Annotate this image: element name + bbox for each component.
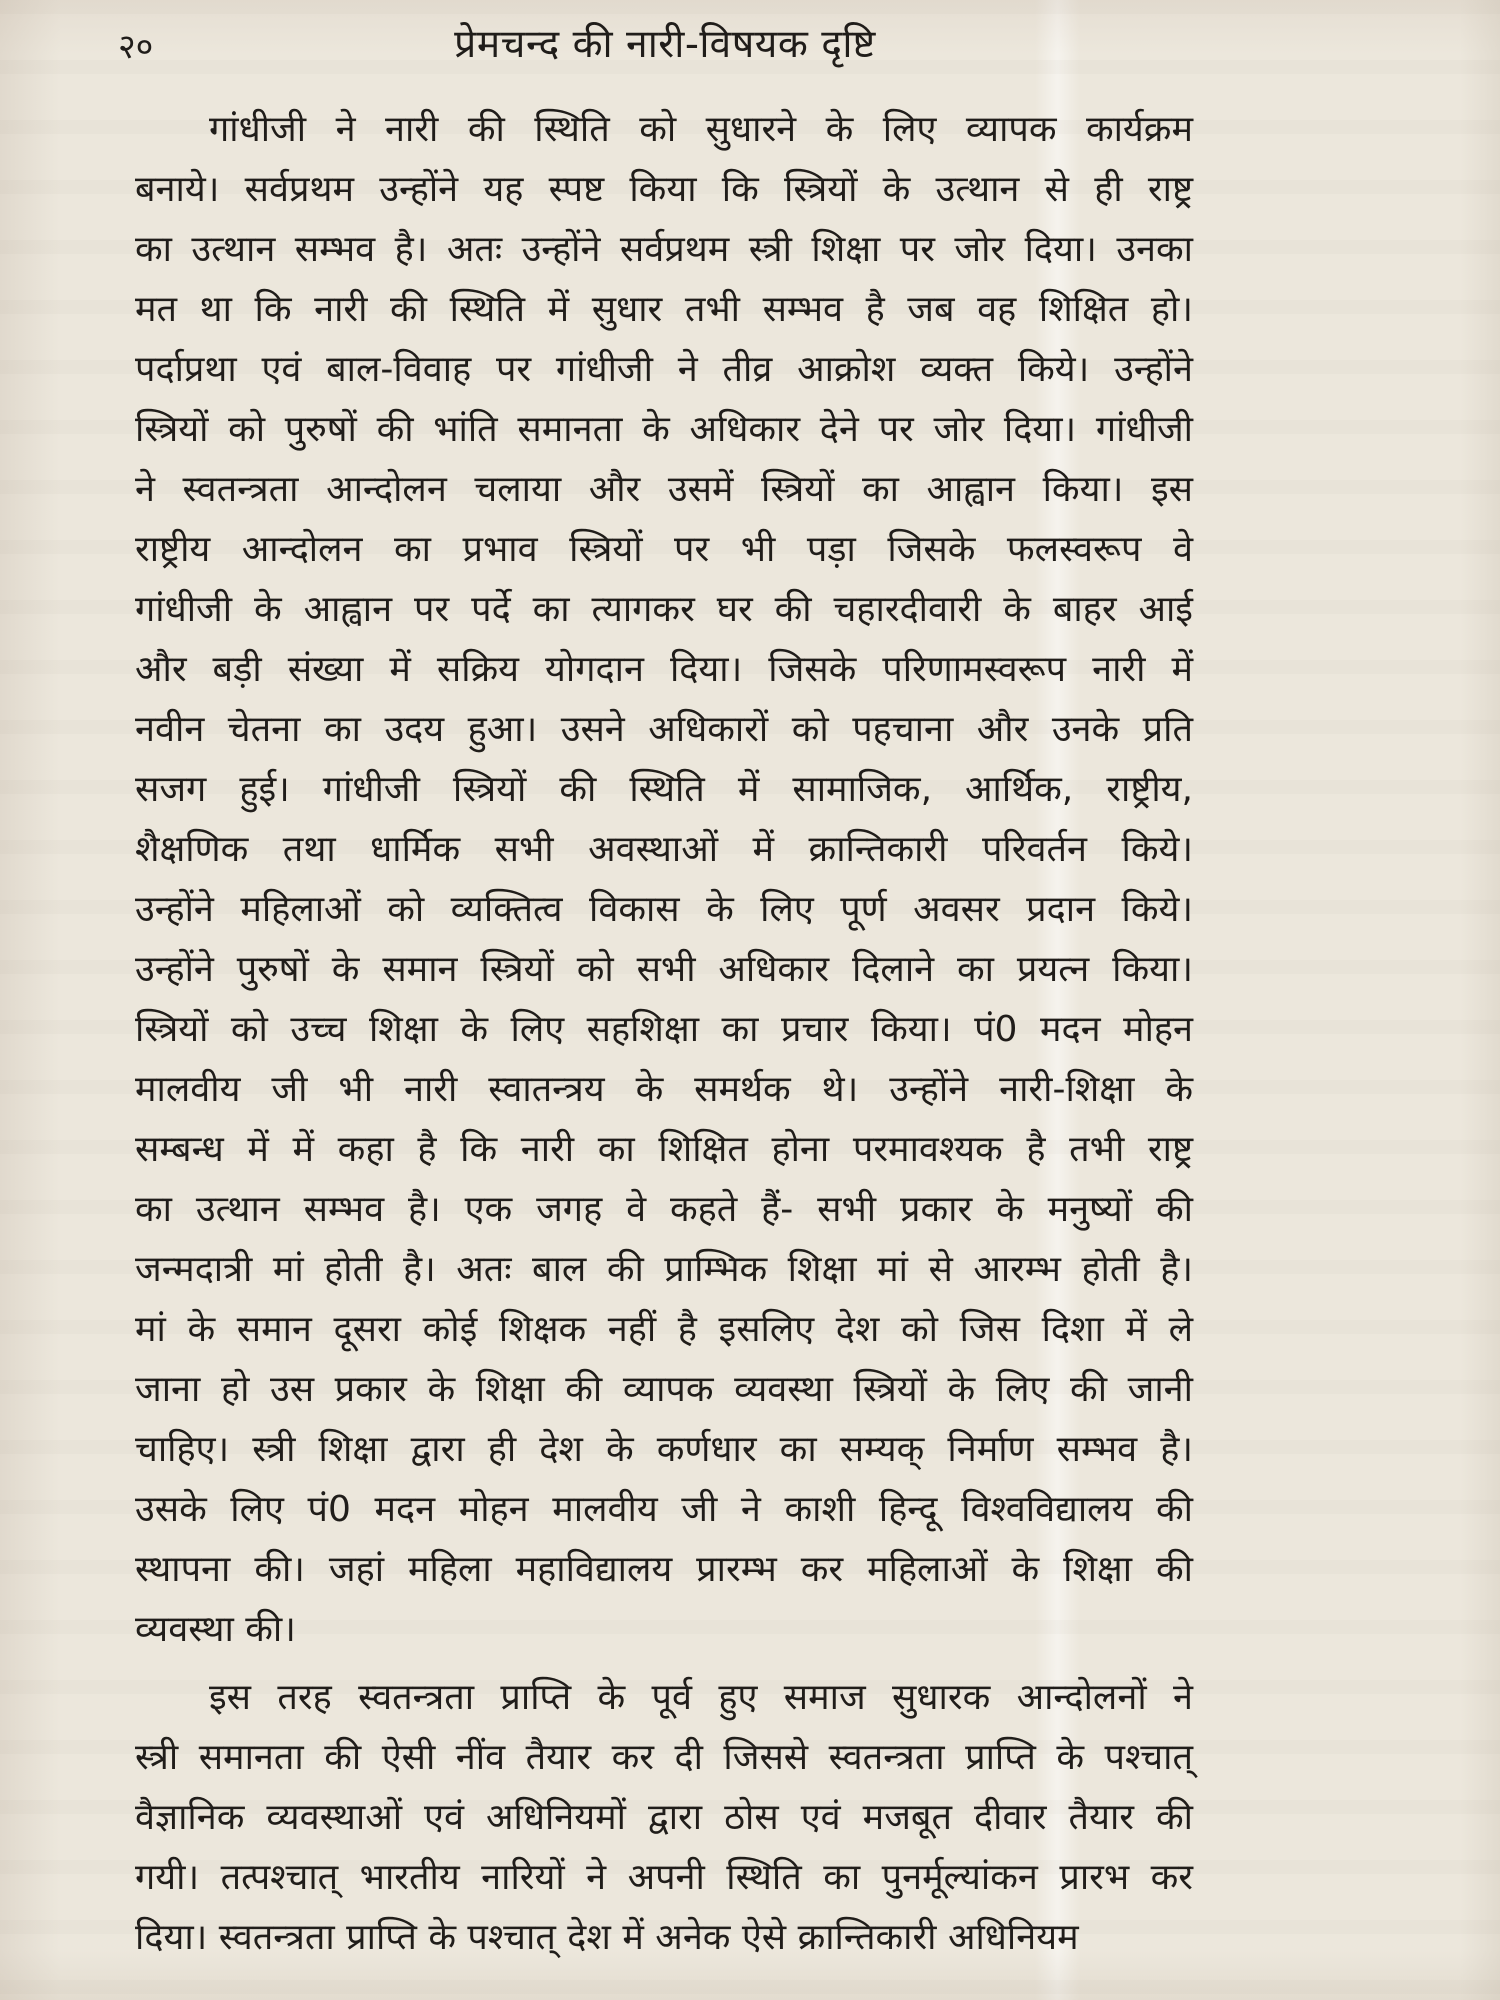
text-line: का उत्थान सम्भव है। अतः उन्होंने सर्वप्रथम स्त्री शिक्षा पर जोर दिया। उनका xyxy=(135,229,1193,270)
text-line: ने स्वतन्त्रता आन्दोलन चलाया और उसमें स्त्रियों का आह्वान किया। इस xyxy=(135,469,1193,510)
text-line: स्त्रियों को उच्च शिक्षा के लिए सहशिक्षा का प्रचार किया। पं0 मदन मोहन xyxy=(135,1009,1193,1050)
text-line: उन्होंने महिलाओं को व्यक्तित्व विकास के लिए पूर्ण अवसर प्रदान किये। xyxy=(135,889,1193,930)
text-line: स्त्रियों को पुरुषों की भांति समानता के अधिकार देने पर जोर दिया। गांधीजी xyxy=(135,409,1193,450)
text-line: जाना हो उस प्रकार के शिक्षा की व्यापक व्यवस्था स्त्रियों के लिए की जानी xyxy=(135,1369,1193,1410)
paragraph xyxy=(135,100,1193,1660)
text-line: उन्होंने पुरुषों के समान स्त्रियों को सभी अधिकार दिलाने का प्रयत्न किया। xyxy=(135,949,1193,990)
text-line: सम्बन्ध में में कहा है कि नारी का शिक्षित होना परमावश्यक है तभी राष्ट्र xyxy=(135,1129,1193,1170)
text-line: का उत्थान सम्भव है। एक जगह वे कहते हैं- सभी प्रकार के मनुष्यों की xyxy=(135,1189,1193,1230)
text-line: बनाये। सर्वप्रथम उन्होंने यह स्पष्ट किया कि स्त्रियों के उत्थान से ही राष्ट्र xyxy=(135,169,1193,210)
text-line: राष्ट्रीय आन्दोलन का प्रभाव स्त्रियों पर भी पड़ा जिसके फलस्वरूप वे xyxy=(135,529,1193,570)
text-line: वैज्ञानिक व्यवस्थाओं एवं अधिनियमों द्वारा ठोस एवं मजबूत दीवार तैयार की xyxy=(135,1797,1193,1838)
text-line: और बड़ी संख्या में सक्रिय योगदान दिया। जिसके परिणामस्वरूप नारी में xyxy=(135,649,1193,690)
text-line: उसके लिए पं0 मदन मोहन मालवीय जी ने काशी हिन्दू विश्वविद्यालय की xyxy=(135,1489,1193,1530)
text-line: दिया। स्वतन्त्रता प्राप्ति के पश्चात् देश में अनेक ऐसे क्रान्तिकारी अधिनियम xyxy=(135,1917,1079,1958)
page-number: २० xyxy=(118,27,154,67)
text-line: चाहिए। स्त्री शिक्षा द्वारा ही देश के कर्णधार का सम्यक् निर्माण सम्भव है। xyxy=(135,1429,1193,1470)
page-title: प्रेमचन्द की नारी-विषयक दृष्टि xyxy=(454,22,876,67)
paragraph xyxy=(135,1668,1193,1968)
text-line: स्थापना की। जहां महिला महाविद्यालय प्रारम्भ कर महिलाओं के शिक्षा की xyxy=(135,1549,1193,1590)
text-line: स्त्री समानता की ऐसी नींव तैयार कर दी जिससे स्वतन्त्रता प्राप्ति के पश्चात् xyxy=(135,1737,1193,1778)
text-line: व्यवस्था की। xyxy=(135,1609,296,1650)
text-line: सजग हुई। गांधीजी स्त्रियों की स्थिति में सामाजिक, आर्थिक, राष्ट्रीय, xyxy=(135,769,1193,810)
text-line: शैक्षणिक तथा धार्मिक सभी अवस्थाओं में क्रान्तिकारी परिवर्तन किये। xyxy=(135,829,1193,870)
text-line: गांधीजी ने नारी की स्थिति को सुधारने के लिए व्यापक कार्यक्रम xyxy=(209,109,1193,150)
text-line: गयी। तत्पश्चात् भारतीय नारियों ने अपनी स्थिति का पुनर्मूल्यांकन प्रारभ कर xyxy=(135,1857,1193,1898)
page-header xyxy=(0,16,1500,76)
page-body xyxy=(135,100,1193,1976)
text-line: इस तरह स्वतन्त्रता प्राप्ति के पूर्व हुए समाज सुधारक आन्दोलनों ने xyxy=(209,1677,1193,1718)
text-line: मालवीय जी भी नारी स्वातन्त्रय के समर्थक थे। उन्होंने नारी-शिक्षा के xyxy=(135,1069,1193,1110)
text-line: नवीन चेतना का उदय हुआ। उसने अधिकारों को पहचाना और उनके प्रति xyxy=(135,709,1193,750)
text-line: जन्मदात्री मां होती है। अतः बाल की प्राम्भिक शिक्षा मां से आरम्भ होती है। xyxy=(135,1249,1193,1290)
text-line: गांधीजी के आह्वान पर पर्दे का त्यागकर घर की चहारदीवारी के बाहर आई xyxy=(135,589,1193,630)
text-line: मत था कि नारी की स्थिति में सुधार तभी सम्भव है जब वह शिक्षित हो। xyxy=(135,289,1193,330)
text-line: पर्दाप्रथा एवं बाल-विवाह पर गांधीजी ने तीव्र आक्रोश व्यक्त किये। उन्होंने xyxy=(135,349,1193,390)
text-line: मां के समान दूसरा कोई शिक्षक नहीं है इसलिए देश को जिस दिशा में ले xyxy=(135,1309,1193,1350)
